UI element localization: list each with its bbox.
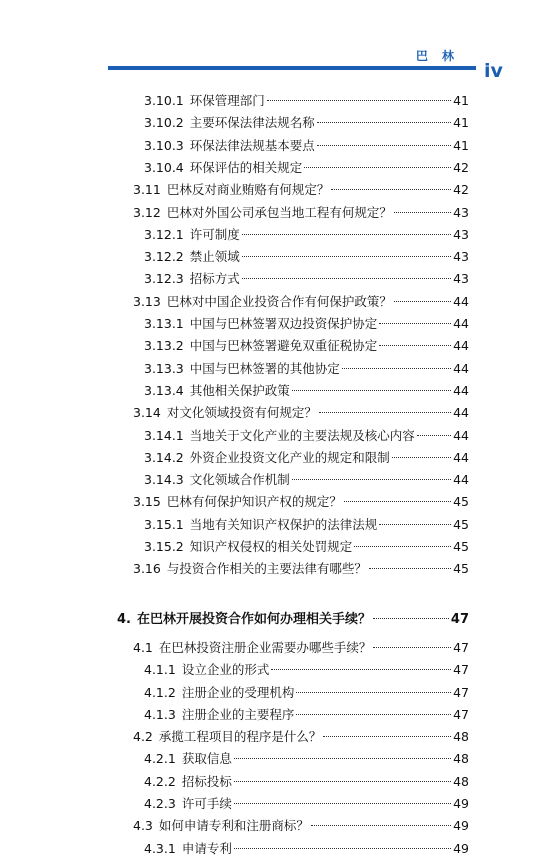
toc-entry-title: 禁止领域 bbox=[189, 249, 240, 265]
dot-leader bbox=[234, 758, 451, 759]
toc-entry-title: 环保管理部门 bbox=[189, 93, 265, 108]
toc-entry-page: 45 bbox=[453, 516, 469, 532]
toc-entry-title: 主要环保法律法规名称 bbox=[189, 115, 315, 131]
dot-leader bbox=[392, 457, 451, 458]
toc-entry[interactable] bbox=[133, 727, 469, 747]
toc-entry-page: 41 bbox=[453, 115, 469, 131]
toc-entry-page: 45 bbox=[453, 561, 469, 577]
toc-entry-number: 4.2.2 bbox=[144, 773, 176, 789]
toc-entry-page: 47 bbox=[453, 639, 469, 655]
toc-entry-page: 48 bbox=[453, 773, 469, 789]
dot-leader bbox=[242, 278, 451, 279]
toc-entry[interactable] bbox=[144, 426, 469, 446]
dot-leader bbox=[242, 256, 451, 257]
toc-entry[interactable] bbox=[144, 136, 469, 156]
dot-leader bbox=[292, 479, 451, 480]
toc-entry-title: 环保法律法规基本要点 bbox=[189, 137, 315, 153]
toc-entry-number: 3.13 bbox=[133, 293, 161, 309]
toc-entry-title: 环保评估的相关规定 bbox=[189, 159, 303, 175]
dot-leader bbox=[296, 714, 451, 715]
toc-entry[interactable] bbox=[144, 794, 469, 814]
toc-entry-page: 44 bbox=[453, 382, 469, 398]
dot-leader bbox=[234, 803, 451, 804]
toc-entry[interactable] bbox=[144, 381, 469, 401]
toc-entry-number: 3.14.1 bbox=[144, 427, 184, 443]
toc-entry[interactable] bbox=[144, 515, 469, 535]
dot-leader bbox=[242, 234, 451, 235]
dot-leader bbox=[344, 501, 451, 502]
toc-entry-title: 当地有关知识产权保护的法律法规 bbox=[189, 516, 378, 532]
toc-entry-page: 44 bbox=[453, 360, 469, 376]
toc-entry-title: 外资企业投资文化产业的规定和限制 bbox=[189, 449, 390, 465]
running-header: 巴 林 bbox=[415, 49, 459, 63]
toc-entry[interactable] bbox=[144, 359, 469, 379]
dot-leader bbox=[369, 568, 451, 569]
dot-leader bbox=[292, 390, 451, 391]
dot-leader bbox=[267, 100, 451, 101]
toc-entry-title: 注册企业的主要程序 bbox=[181, 706, 295, 722]
toc-entry-number: 3.13.3 bbox=[144, 360, 184, 376]
toc-entry[interactable] bbox=[117, 610, 469, 630]
toc-entry-number: 4.1 bbox=[133, 639, 153, 655]
toc-entry-title: 申请专利 bbox=[181, 840, 232, 856]
toc-entry-number: 3.13.4 bbox=[144, 382, 184, 398]
toc-entry[interactable] bbox=[133, 203, 469, 223]
toc-entry-number: 3.10.2 bbox=[144, 115, 184, 131]
toc-entry[interactable] bbox=[144, 91, 469, 111]
dot-leader bbox=[373, 618, 449, 619]
toc-entry[interactable] bbox=[144, 269, 469, 289]
page-number: iv bbox=[484, 60, 503, 82]
dot-leader bbox=[304, 167, 451, 168]
toc-entry-page: 49 bbox=[453, 840, 469, 856]
toc-entry-page: 44 bbox=[453, 293, 469, 309]
toc-entry-number: 3.10.4 bbox=[144, 159, 184, 175]
toc-entry-page: 43 bbox=[453, 249, 469, 265]
toc-entry-title: 注册企业的受理机构 bbox=[181, 684, 295, 700]
toc-entry-page: 47 bbox=[453, 684, 469, 700]
toc-entry-number: 3.12.2 bbox=[144, 249, 184, 265]
toc-entry-page: 42 bbox=[453, 182, 469, 198]
header-rule bbox=[108, 66, 476, 70]
toc-entry[interactable] bbox=[133, 492, 469, 512]
toc-entry-number: 3.15.1 bbox=[144, 516, 184, 532]
toc-entry-title: 中国与巴林签署双边投资保护协定 bbox=[189, 316, 378, 331]
toc-entry-page: 49 bbox=[453, 796, 469, 811]
toc-entry-title: 当地关于文化产业的主要法规及核心内容 bbox=[189, 427, 415, 443]
toc-entry-number: 3.12.3 bbox=[144, 271, 184, 287]
toc-entry-title: 其他相关保护政策 bbox=[189, 382, 290, 398]
toc-entry[interactable] bbox=[144, 158, 469, 178]
toc-entry-page: 49 bbox=[453, 818, 469, 834]
dot-leader bbox=[317, 145, 451, 146]
toc-entry-number: 3.12 bbox=[133, 204, 161, 220]
toc-entry-title: 许可制度 bbox=[189, 226, 240, 242]
dot-leader bbox=[394, 212, 451, 213]
toc-entry-title: 在巴林投资注册企业需要办哪些手续？ bbox=[158, 639, 372, 655]
dot-leader bbox=[296, 692, 451, 693]
toc-entry-page: 41 bbox=[453, 93, 469, 108]
toc-entry-title: 巴林对中国企业投资合作有何保护政策？ bbox=[166, 293, 392, 309]
toc-entry[interactable] bbox=[144, 683, 469, 703]
toc-entry-title: 获取信息 bbox=[181, 751, 232, 767]
toc-entry-page: 43 bbox=[453, 226, 469, 242]
dot-leader bbox=[271, 669, 451, 670]
toc-entry-number: 4.3.1 bbox=[144, 840, 176, 856]
dot-leader bbox=[379, 345, 451, 346]
dot-leader bbox=[354, 546, 451, 547]
toc-entry-number: 3.10.3 bbox=[144, 137, 184, 153]
toc-entry-title: 对文化领域投资有何规定？ bbox=[166, 405, 317, 421]
toc-entry-page: 44 bbox=[453, 316, 469, 331]
toc-entry[interactable] bbox=[144, 225, 469, 245]
toc-entry-title: 中国与巴林签署的其他协定 bbox=[189, 360, 340, 376]
toc-entry-page: 44 bbox=[453, 472, 469, 488]
toc-entry-number: 4.2.1 bbox=[144, 751, 176, 767]
toc-entry-page: 43 bbox=[453, 204, 469, 220]
toc-entry[interactable] bbox=[144, 314, 469, 334]
toc-entry-title: 知识产权侵权的相关处罚规定 bbox=[189, 539, 353, 554]
dot-leader bbox=[234, 781, 451, 782]
dot-leader bbox=[317, 122, 451, 123]
toc-entry[interactable] bbox=[133, 180, 469, 200]
toc-entry-number: 4.2 bbox=[133, 729, 153, 745]
toc-entry-title: 设立企业的形式 bbox=[181, 662, 270, 678]
toc-entry-number: 3.13.1 bbox=[144, 316, 184, 331]
toc-entry-page: 44 bbox=[453, 427, 469, 443]
toc-entry[interactable] bbox=[133, 403, 469, 423]
toc-entry-title: 中国与巴林签署避免双重征税协定 bbox=[189, 338, 378, 354]
dot-leader bbox=[311, 825, 451, 826]
toc-entry-number: 4.1.2 bbox=[144, 684, 176, 700]
toc-entry-page: 42 bbox=[453, 159, 469, 175]
toc-entry-number: 3.14.3 bbox=[144, 472, 184, 488]
toc-entry[interactable] bbox=[144, 839, 469, 859]
dot-leader bbox=[379, 323, 451, 324]
toc-entry-title: 在巴林开展投资合作如何办理相关手续？ bbox=[136, 611, 371, 627]
dot-leader bbox=[373, 647, 451, 648]
toc-entry-page: 48 bbox=[453, 729, 469, 745]
toc-entry-number: 3.16 bbox=[133, 561, 161, 577]
toc-entry[interactable] bbox=[144, 660, 469, 680]
toc-entry-page: 47 bbox=[453, 706, 469, 722]
toc-entry-number: 4.3 bbox=[133, 818, 153, 834]
toc-entry-title: 许可手续 bbox=[181, 796, 232, 811]
toc-entry-number: 4.1.3 bbox=[144, 706, 176, 722]
toc-entry-page: 47 bbox=[450, 611, 469, 627]
toc-entry-number: 3.11 bbox=[133, 182, 161, 198]
toc-entry-title: 招标方式 bbox=[189, 271, 240, 287]
dot-leader bbox=[417, 435, 451, 436]
toc-entry[interactable] bbox=[133, 638, 469, 658]
dot-leader bbox=[234, 848, 451, 849]
toc-entry-page: 44 bbox=[453, 449, 469, 465]
toc-entry-number: 3.13.2 bbox=[144, 338, 184, 354]
toc-entry[interactable] bbox=[144, 448, 469, 468]
toc-entry[interactable] bbox=[144, 113, 469, 133]
toc-entry[interactable] bbox=[133, 559, 469, 579]
toc-entry[interactable] bbox=[144, 537, 469, 557]
toc-entry[interactable] bbox=[133, 292, 469, 312]
toc-entry-page: 48 bbox=[453, 751, 469, 767]
dot-leader bbox=[319, 412, 451, 413]
toc-entry-title: 承揽工程项目的程序是什么？ bbox=[158, 729, 322, 745]
toc-entry[interactable] bbox=[144, 749, 469, 769]
toc-entry-page: 43 bbox=[453, 271, 469, 287]
toc-entry-number: 4. bbox=[117, 611, 131, 627]
toc-entry-page: 45 bbox=[453, 539, 469, 554]
toc-entry-title: 招标投标 bbox=[181, 773, 232, 789]
toc-entry-page: 44 bbox=[453, 405, 469, 421]
toc-entry-title: 巴林反对商业贿赂有何规定？ bbox=[166, 182, 330, 198]
toc-entry[interactable] bbox=[144, 247, 469, 267]
toc-entry-number: 3.14.2 bbox=[144, 449, 184, 465]
toc-entry-number: 4.2.3 bbox=[144, 796, 176, 811]
toc-entry-number: 3.14 bbox=[133, 405, 161, 421]
dot-leader bbox=[323, 736, 451, 737]
toc-entry-number: 3.12.1 bbox=[144, 226, 184, 242]
toc-entry-title: 与投资合作相关的主要法律有哪些？ bbox=[166, 561, 367, 577]
toc-entry-title: 巴林有何保护知识产权的规定？ bbox=[166, 494, 342, 510]
toc-entry-title: 巴林对外国公司承包当地工程有何规定？ bbox=[166, 204, 392, 220]
toc-entry-number: 4.1.1 bbox=[144, 662, 176, 678]
toc-entry-page: 45 bbox=[453, 494, 469, 510]
toc-entry-title: 如何申请专利和注册商标？ bbox=[158, 818, 309, 834]
toc-entry[interactable] bbox=[144, 470, 469, 490]
dot-leader bbox=[379, 524, 451, 525]
toc-entry-page: 44 bbox=[453, 338, 469, 354]
toc-entry-page: 41 bbox=[453, 137, 469, 153]
dot-leader bbox=[331, 189, 451, 190]
toc-entry[interactable] bbox=[144, 705, 469, 725]
toc-entry[interactable] bbox=[133, 816, 469, 836]
dot-leader bbox=[342, 368, 451, 369]
toc-entry-number: 3.10.1 bbox=[144, 93, 184, 108]
dot-leader bbox=[394, 301, 451, 302]
toc-entry-title: 文化领域合作机制 bbox=[189, 472, 290, 488]
toc-entry[interactable] bbox=[144, 336, 469, 356]
toc-entry-number: 3.15 bbox=[133, 494, 161, 510]
toc-entry[interactable] bbox=[144, 772, 469, 792]
toc-entry-page: 47 bbox=[453, 662, 469, 678]
toc-entry-number: 3.15.2 bbox=[144, 539, 184, 554]
